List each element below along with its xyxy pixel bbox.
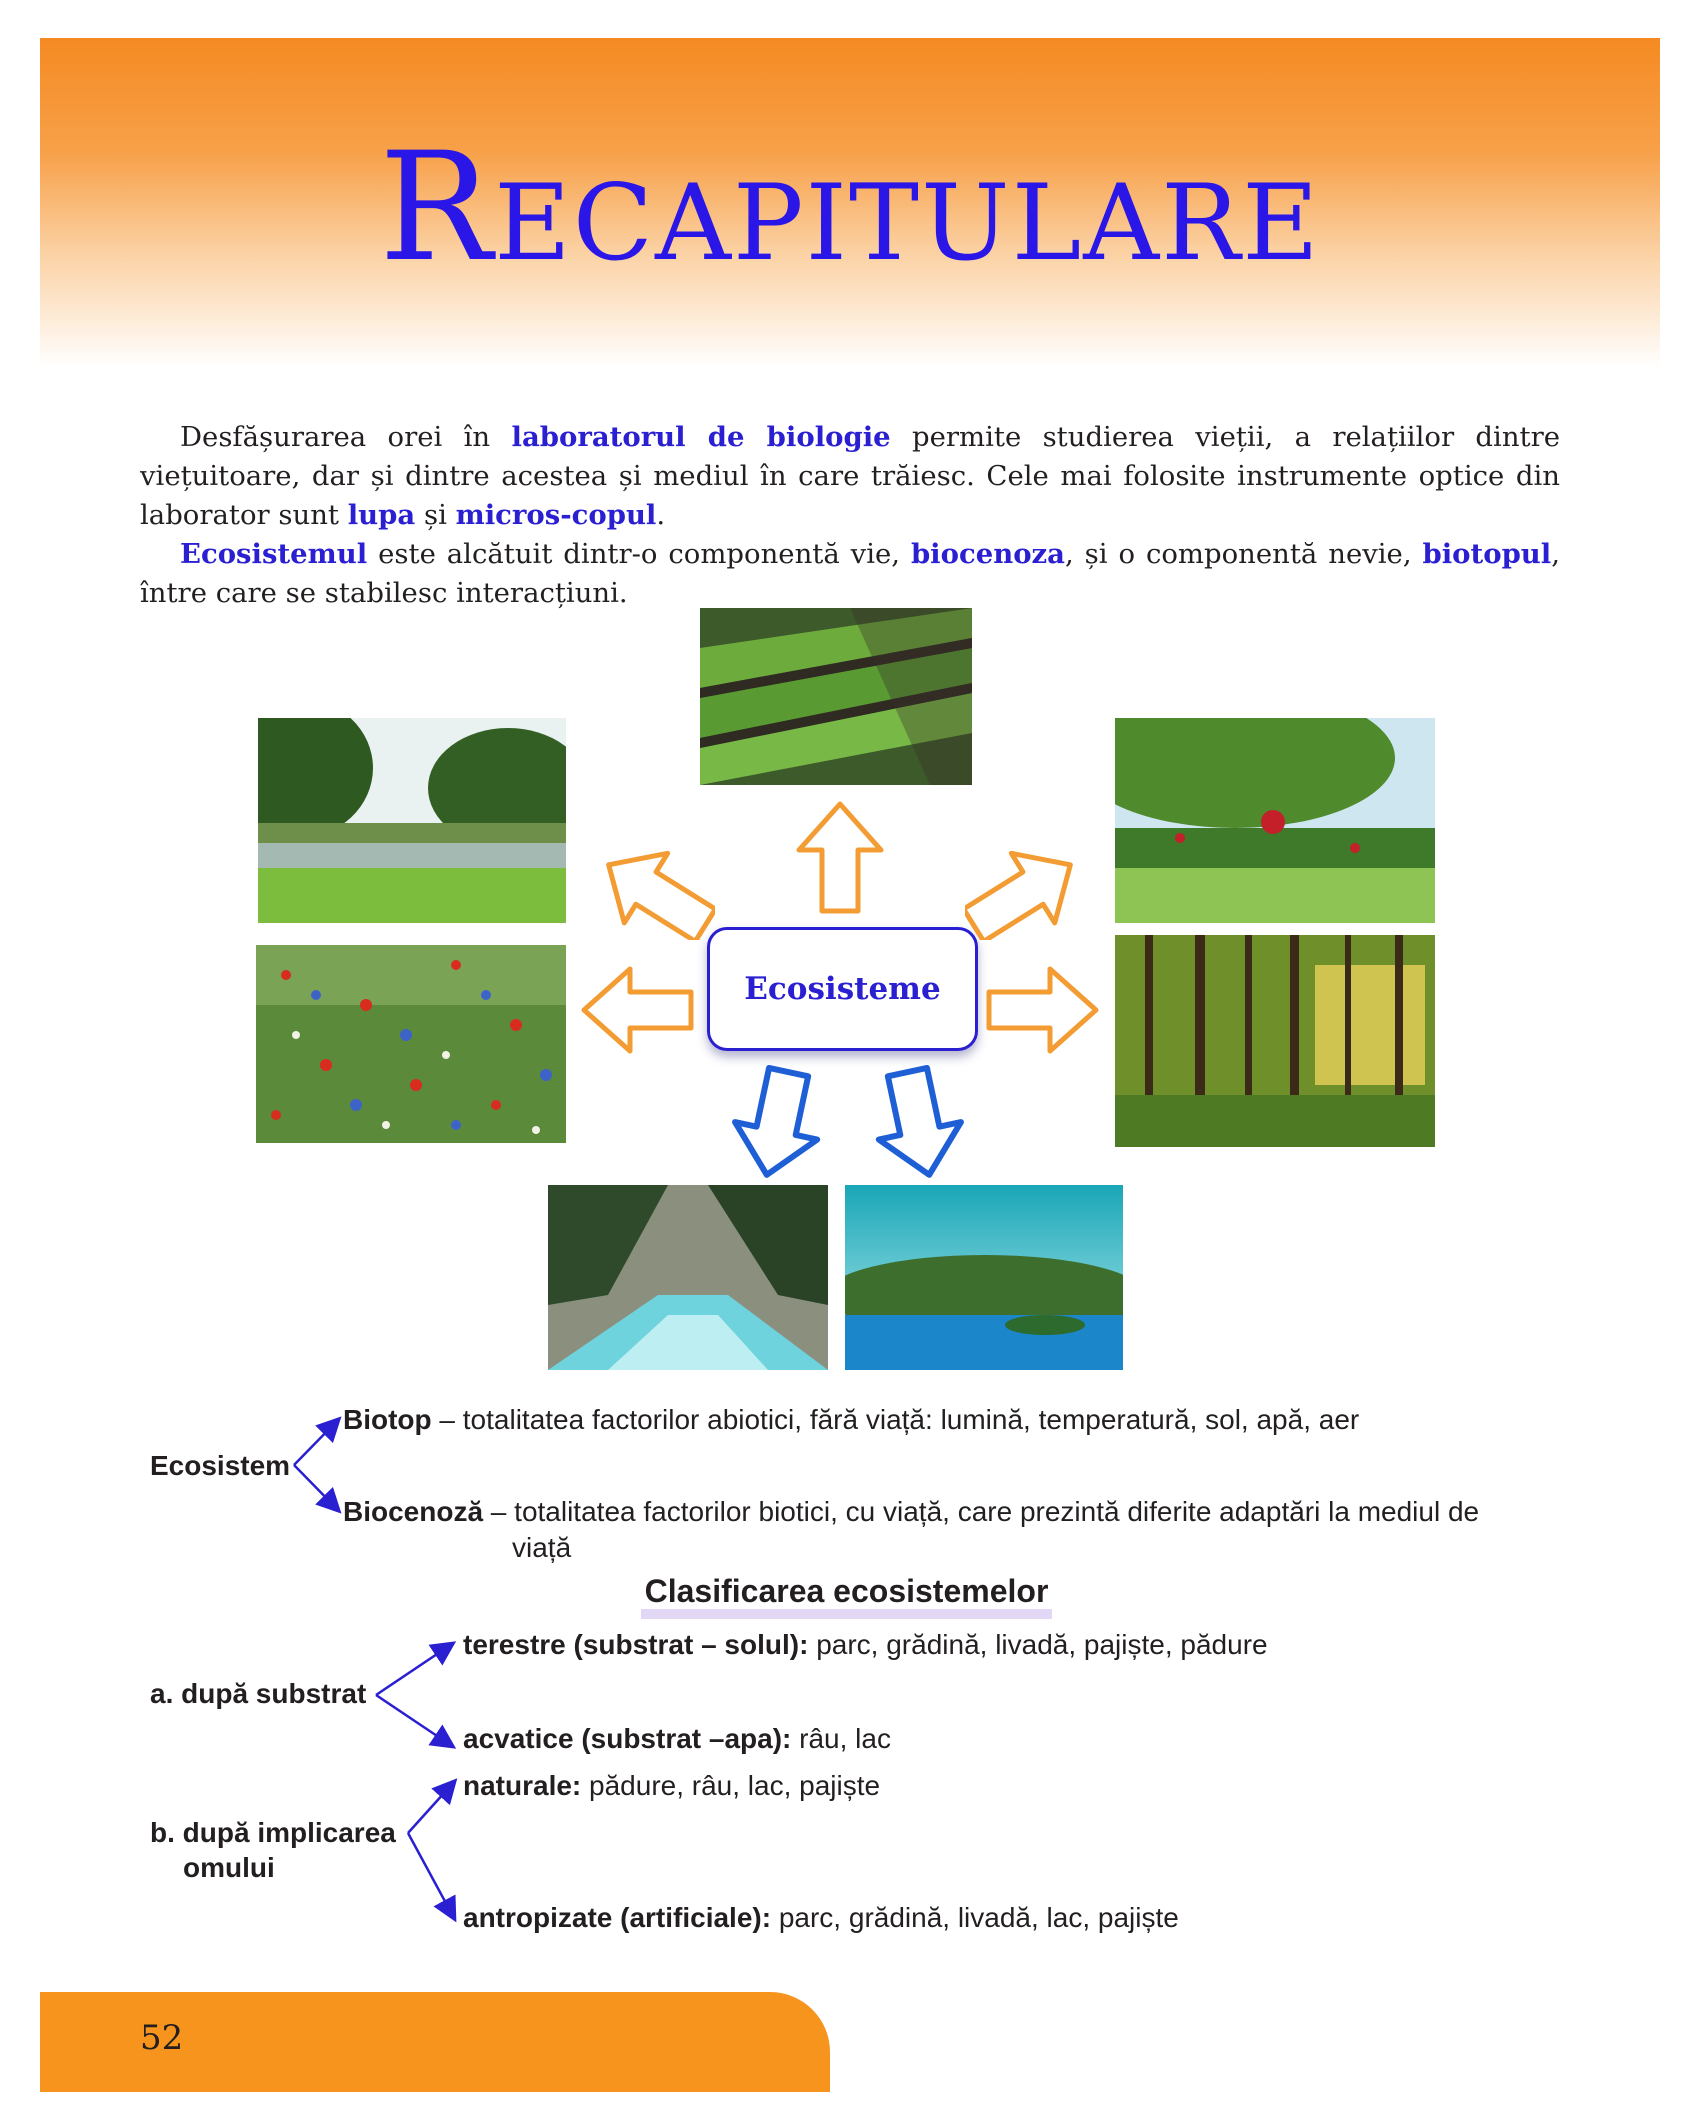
page-title: Recapitulare (379, 121, 1321, 295)
intro-paragraph-1 (140, 418, 1560, 535)
branch-arrows-icon (404, 1768, 464, 1928)
biocenoza-definition-cont: viață (512, 1532, 572, 1563)
arrow-up-icon (795, 800, 885, 915)
orchard-photo (1115, 718, 1435, 923)
ecosystems-center-box (707, 927, 978, 1051)
biotop-definition: Biotop – totalitatea factorilor abiotici, fără viață: lumină, temperatură, sol, apă, aer (343, 1404, 1360, 1435)
highlight-term: laboratorul de biologie (511, 421, 891, 453)
classification-title: Clasificarea ecosistemelor (0, 1573, 1693, 1610)
biocenoza-definition: Biocenoză – totalitatea factorilor biotici, cu viață, care prezintă diferite adaptări la mediul de (343, 1496, 1480, 1527)
highlight-term: micros-copul (455, 499, 657, 531)
title-banner (40, 38, 1660, 368)
arrow-down-left-icon (728, 1065, 828, 1180)
text-run: , și o componentă nevie, (1064, 538, 1423, 570)
ecosystems-label: Ecosisteme (744, 971, 941, 1007)
ecosystem-root-label: Ecosistem (150, 1450, 291, 1481)
text-run: și (415, 499, 456, 531)
text-run: Desfășurarea orei în (180, 421, 512, 453)
highlight-term: biocenoza (910, 538, 1065, 570)
text-run: este alcătuit dintr-o componentă vie, (367, 538, 911, 570)
text-run: . (656, 499, 666, 531)
text-run: , între care se stabilesc interacțiuni. (140, 538, 1560, 609)
highlight-term: biotopul (1422, 538, 1552, 570)
classification-naturale: naturale: pădure, râu, lac, pajiște (463, 1770, 881, 1801)
arrow-down-right-icon (868, 1065, 968, 1180)
branch-arrows-icon (290, 1405, 350, 1525)
classification-a-label: a. după substrat (150, 1678, 367, 1709)
park-lake-photo (258, 718, 566, 923)
intro-text (140, 418, 1560, 613)
intro-paragraph-2 (140, 535, 1560, 613)
classification-acvatice: acvatice (substrat –apa): râu, lac (463, 1723, 891, 1754)
arrow-left-icon (580, 965, 695, 1055)
classification-b-label: b. după implicarea (150, 1817, 396, 1848)
lake-landscape-photo (845, 1185, 1123, 1370)
classification-antropizate: antropizate (artificiale): parc, grădină, livadă, lac, pajiște (463, 1902, 1179, 1933)
classification-b-label-cont: omului (183, 1852, 275, 1883)
wildflower-meadow-photo (256, 945, 566, 1143)
page-number: 52 (140, 2018, 184, 2058)
arrow-up-right-icon (965, 850, 1080, 940)
garden-photo (700, 608, 972, 785)
text-run: permite studierea vieții, a relațiilor dintre viețuitoare, dar și dintre acestea și mediul în care trăiesc. Cele mai folosite instrumente optice din laborator sunt (140, 421, 1561, 531)
classification-terestre: terestre (substrat – solul): parc, grădină, livadă, pajiște, pădure (463, 1629, 1268, 1660)
forest-photo (1115, 935, 1435, 1147)
arrow-right-icon (985, 965, 1100, 1055)
highlight-term: lupa (347, 499, 416, 531)
highlight-term: Ecosistemul (180, 538, 368, 570)
mountain-river-photo (548, 1185, 828, 1370)
arrow-up-left-icon (600, 850, 715, 940)
branch-arrows-icon (372, 1630, 462, 1760)
